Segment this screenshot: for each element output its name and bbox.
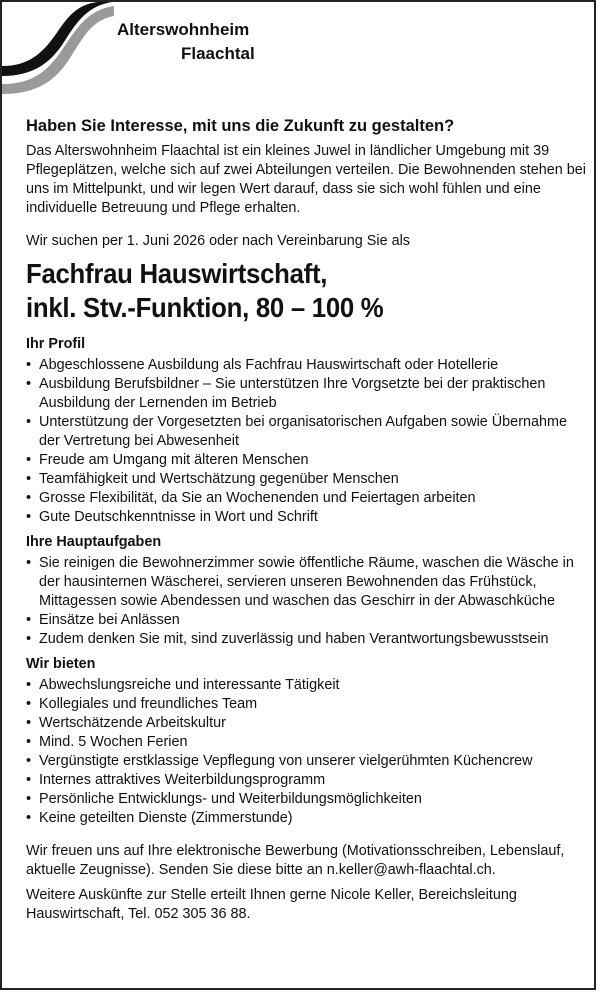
job-title (26, 257, 541, 325)
headline: Haben Sie Interesse, mit uns die Zukunft zu gestalten? (26, 117, 455, 135)
list-item: • Vergünstigte erstklassige Vepflegung von unserer vielgerühmten Küchencrew (26, 752, 586, 771)
org-name-line1: Alterswohnheim (117, 20, 250, 39)
ad-content (26, 117, 586, 924)
list-item: • Internes attraktives Weiterbildungsprogramm (26, 771, 586, 790)
section-title-aufgaben: Ihre Hauptaufgaben (26, 534, 162, 550)
list-item: • Zudem denken Sie mit, sind zuverlässig und haben Verantwortungsbewusstsein (26, 630, 586, 649)
job-title-line2: inkl. Stv.-Funktion, 80 – 100 % (26, 292, 384, 323)
job-title-line1: Fachfrau Hauswirtschaft, (26, 258, 328, 289)
list-item: • Freude am Umgang mit älteren Menschen (26, 451, 586, 470)
search-text: Wir suchen per 1. Juni 2026 oder nach Vereinbarung Sie als (26, 233, 410, 249)
org-name-line2: Flaachtal (181, 44, 255, 63)
organization-logo (2, 2, 282, 102)
list-item: • Ausbildung Berufsbildner – Sie unterstützen Ihre Vorgsetzte bei der praktischen Ausbildung der Lernenden im Betrieb (26, 375, 586, 413)
list-item: • Mind. 5 Wochen Ferien (26, 733, 586, 752)
list-item: • Gute Deutschkenntnisse in Wort und Schrift (26, 508, 586, 527)
list-item: • Kollegiales und freundliches Team (26, 695, 586, 714)
list-item: • Sie reinigen die Bewohnerzimmer sowie öffentliche Räume, waschen die Wäsche in der hausinternen Wäscherei, servieren unseren Bewohnenden das Frühstück, Mittagessen sowie Abendessen und waschen das Geschirr in der Abwaschküche (26, 554, 586, 611)
section-title-profil: Ihr Profil (26, 336, 86, 352)
aufgaben-list (26, 554, 586, 649)
list-item: • Persönliche Entwicklungs- und Weiterbildungsmöglichkeiten (26, 790, 586, 809)
list-item: • Keine geteilten Dienste (Zimmerstunde) (26, 809, 586, 828)
list-item: • Wertschätzende Arbeitskultur (26, 714, 586, 733)
bieten-list (26, 676, 586, 828)
list-item: • Abgeschlossene Ausbildung als Fachfrau Hauswirtschaft oder Hotellerie (26, 356, 586, 375)
section-title-bieten: Wir bieten (26, 656, 96, 672)
list-item: • Teamfähigkeit und Wertschätzung gegenüber Menschen (26, 470, 586, 489)
intro-paragraph: Das Alterswohnheim Flaachtal ist ein kleines Juwel in ländlicher Umgebung mit 39 Pflegeplätzen, welche sich auf zwei Abteilungen verteilen. Die Bewohnenden stehen bei uns im Mittelpunkt, und wir legen Wert darauf, dass sie sich wohl fühlen und eine individuelle Betreuung und Pflege erhalten. (26, 143, 587, 216)
list-item: • Unterstützung der Vorgesetzten bei organisatorischen Aufgaben sowie Übernahme der Vertretung bei Abwesenheit (26, 413, 586, 451)
list-item: • Abwechslungsreiche und interessante Tätigkeit (26, 676, 586, 695)
list-item: • Einsätze bei Anlässen (26, 611, 586, 630)
profil-list (26, 356, 586, 527)
closing-paragraph: Wir freuen uns auf Ihre elektronische Bewerbung (Motivationsschreiben, Lebenslauf, aktuelle Zeugnisse). Senden Sie diese bitte an n.keller@awh-flaachtal.ch. (26, 843, 565, 878)
contact-paragraph: Weitere Auskünfte zur Stelle erteilt Ihnen gerne Nicole Keller, Bereichsleitung Hauswirtschaft, Tel. 052 305 36 88. (26, 887, 517, 922)
wave-logo-icon (2, 2, 122, 102)
list-item: • Grosse Flexibilität, da Sie an Wochenenden und Feiertagen arbeiten (26, 489, 586, 508)
